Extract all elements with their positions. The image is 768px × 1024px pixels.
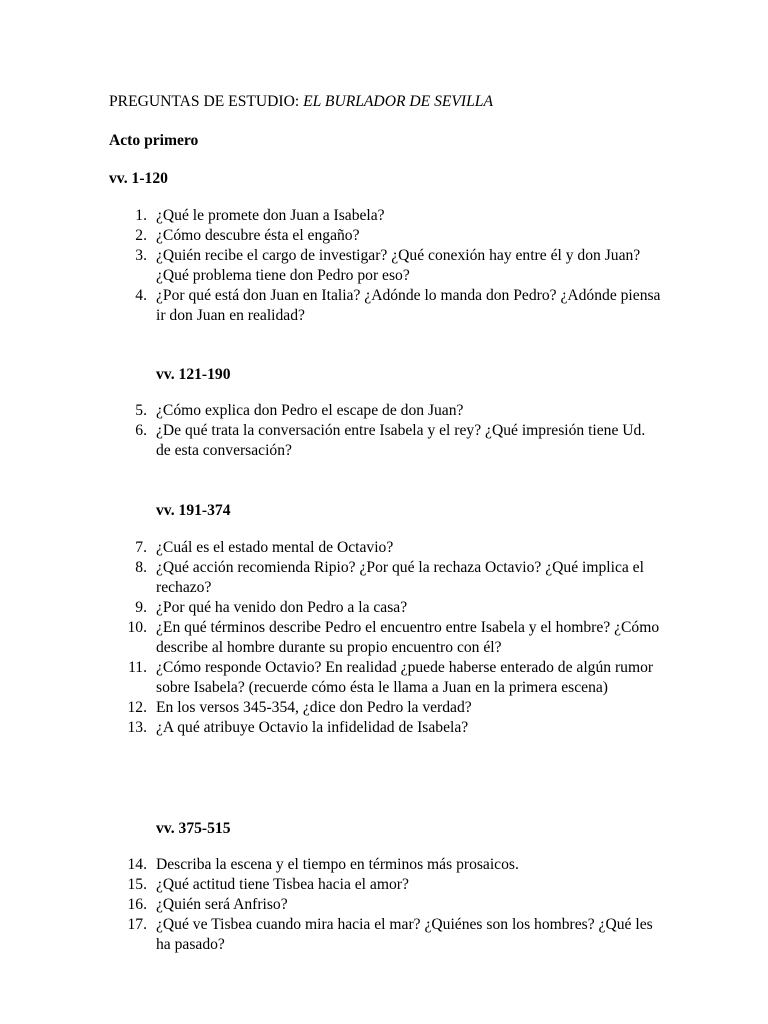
title-work: EL BURLADOR DE SEVILLA [303, 93, 493, 110]
question-item [0, 401, 768, 421]
question-item [0, 855, 768, 875]
question-text: ¿Cómo responde Octavio? En realidad ¿puede haberse enterado de algún rumor sobre Isabela? (recuerde cómo ésta le llama a Juan en la primera escena) [156, 659, 654, 696]
question-number: 13. [127, 719, 147, 736]
document-title [109, 92, 493, 112]
question-text: ¿Por qué está don Juan en Italia? ¿Adónde lo manda don Pedro? ¿Adónde piensa ir don Juan en realidad? [156, 287, 661, 324]
question-list [0, 401, 768, 461]
question-number: 11. [128, 659, 147, 676]
question-number: 8. [135, 559, 147, 576]
question-text: ¿Por qué ha venido don Pedro a la casa? [156, 599, 408, 616]
question-text: ¿Quién será Anfriso? [156, 896, 288, 913]
question-text: Describa la escena y el tiempo en términos más prosaicos. [156, 856, 519, 873]
question-item [0, 658, 768, 698]
question-item [0, 226, 768, 246]
question-text: ¿Qué le promete don Juan a Isabela? [156, 207, 385, 224]
question-text: ¿Cómo explica don Pedro el escape de don Juan? [156, 402, 464, 419]
question-number: 15. [127, 876, 147, 893]
question-number: 1. [135, 207, 147, 224]
question-number: 14. [127, 856, 147, 873]
question-list [0, 538, 768, 738]
section-heading: vv. 121-190 [156, 366, 231, 383]
question-text: ¿Qué acción recomienda Ripio? ¿Por qué la rechaza Octavio? ¿Qué implica el rechazo? [156, 559, 644, 596]
question-number: 3. [135, 247, 147, 264]
question-text: ¿Qué actitud tiene Tisbea hacia el amor? [156, 876, 409, 893]
question-item [0, 206, 768, 226]
question-item [0, 286, 768, 326]
question-item [0, 618, 768, 658]
question-text: ¿Qué ve Tisbea cuando mira hacia el mar? ¿Quiénes son los hombres? ¿Qué les ha pasado? [156, 916, 653, 953]
question-item [0, 421, 768, 461]
question-item [0, 875, 768, 895]
question-number: 5. [135, 402, 147, 419]
question-text: ¿De qué trata la conversación entre Isabela y el rey? ¿Qué impresión tiene Ud. de esta conversación? [156, 422, 646, 459]
question-text: ¿Cuál es el estado mental de Octavio? [156, 539, 394, 556]
act-heading: Acto primero [109, 132, 199, 149]
question-number: 9. [135, 599, 147, 616]
question-number: 2. [135, 227, 147, 244]
question-item [0, 718, 768, 738]
question-text: ¿Quién recibe el cargo de investigar? ¿Qué conexión hay entre él y don Juan? ¿Qué problema tiene don Pedro por eso? [156, 247, 641, 284]
question-item [0, 246, 768, 286]
question-number: 7. [135, 539, 147, 556]
question-list [0, 855, 768, 955]
question-number: 17. [127, 916, 147, 933]
question-number: 10. [127, 619, 147, 636]
question-text: ¿En qué términos describe Pedro el encuentro entre Isabela y el hombre? ¿Cómo describe al hombre durante su propio encuentro con él? [156, 619, 660, 656]
section-heading: vv. 1-120 [109, 170, 168, 187]
question-item [0, 558, 768, 598]
question-list [0, 206, 768, 326]
section-heading: vv. 375-515 [156, 820, 231, 837]
question-item [0, 915, 768, 955]
question-number: 16. [127, 896, 147, 913]
question-text: ¿A qué atribuye Octavio la infidelidad de Isabela? [156, 719, 469, 736]
title-prefix: PREGUNTAS DE ESTUDIO: [109, 93, 304, 110]
question-item [0, 895, 768, 915]
question-item [0, 598, 768, 618]
question-number: 12. [127, 699, 147, 716]
question-item [0, 698, 768, 718]
question-text: En los versos 345-354, ¿dice don Pedro la verdad? [156, 699, 472, 716]
question-number: 6. [135, 422, 147, 439]
question-item [0, 538, 768, 558]
question-text: ¿Cómo descubre ésta el engaño? [156, 227, 360, 244]
question-number: 4. [135, 287, 147, 304]
section-heading: vv. 191-374 [156, 502, 231, 519]
